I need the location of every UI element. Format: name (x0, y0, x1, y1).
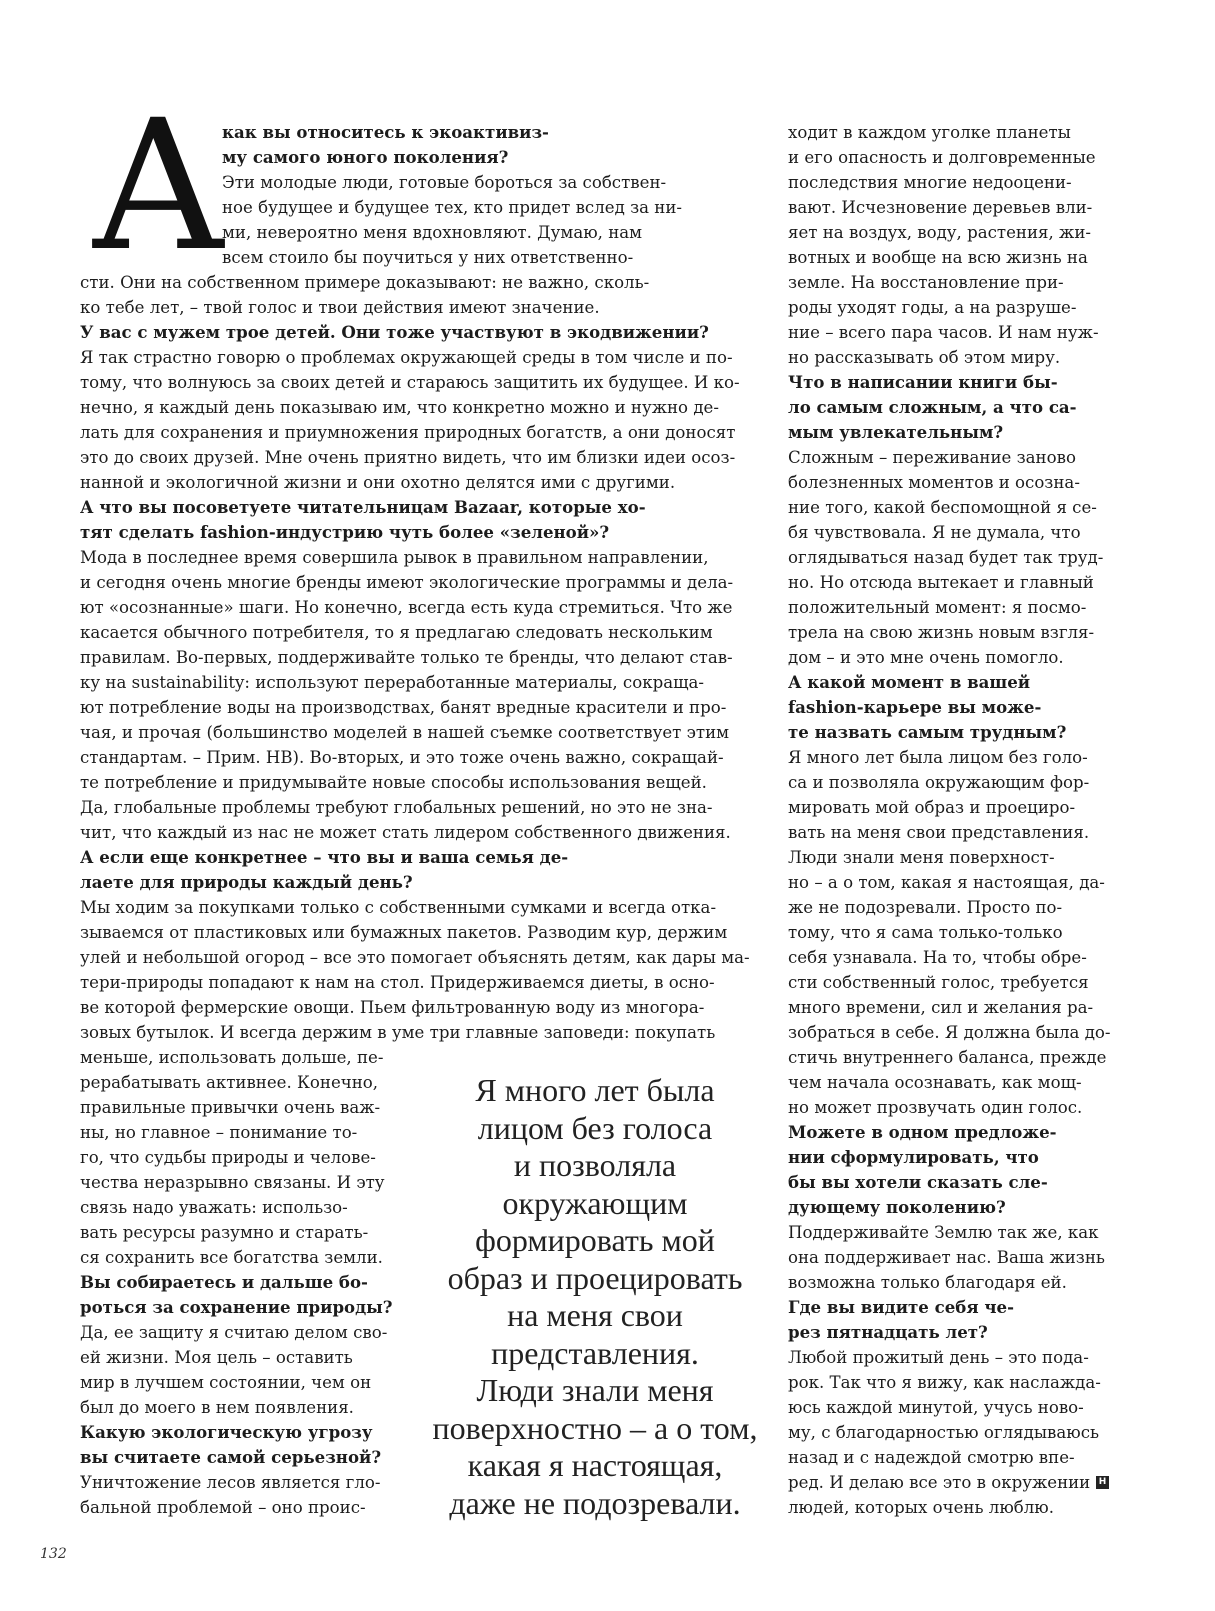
answer-line: ми, невероятно меня вдохновляют. Думаю, нам (222, 223, 643, 242)
answer-line: ку на sustainability: используют переработанные материалы, сокраща- (80, 673, 705, 692)
question-line: ло самым сложным, а что са- (788, 397, 1077, 417)
answer-line: правильные привычки очень важ- (80, 1098, 381, 1117)
answer-line: вают. Исчезновение деревьев вли- (788, 198, 1093, 217)
answer-line: назад и с надеждой смотрю впе- (788, 1448, 1075, 1467)
answer-line: Мода в последнее время совершила рывок в правильном направлении, (80, 548, 709, 567)
question-line: роться за сохранение природы? (80, 1297, 393, 1317)
answer-line: чества неразрывно связаны. И эту (80, 1173, 385, 1192)
answer-line: улей и небольшой огород – все это помогает объяснять детям, как дары ма- (80, 948, 750, 967)
answer-line: же не подозревали. Просто по- (788, 898, 1063, 917)
answer-line: ко тебе лет, – твой голос и твои действия имеют значение. (80, 298, 600, 317)
question-line: Где вы видите себя че- (788, 1297, 1014, 1317)
answer-line: правилам. Во-первых, поддерживайте только те бренды, что делают став- (80, 648, 733, 667)
pull-quote-line: даже не подозревали. (449, 1484, 741, 1521)
answer-line: касается обычного потребителя, то я предлагаю следовать нескольким (80, 623, 713, 642)
answer-line: много времени, сил и желания ра- (788, 998, 1094, 1017)
answer-line: зываемся от пластиковых или бумажных пакетов. Разводим кур, держим (80, 923, 728, 942)
answer-line: Да, ее защиту я считаю делом сво- (80, 1323, 388, 1342)
question-line: те назвать самым трудным? (788, 722, 1067, 742)
pull-quote-line: представления. (491, 1334, 699, 1371)
question-line: как вы относитесь к экоактивиз- (222, 122, 549, 142)
answer-line: себя узнавала. На то, чтобы обре- (788, 948, 1087, 967)
answer-line: лать для сохранения и приумножения природных богатств, а они доносят (80, 423, 736, 442)
answer-line: юсь каждой минутой, учусь ново- (788, 1398, 1084, 1417)
question-line: Можете в одном предложе- (788, 1122, 1057, 1142)
answer-line: последствия многие недооцени- (788, 173, 1072, 192)
answer-line: людей, которых очень люблю. (788, 1498, 1055, 1517)
answer-line: ние того, какой беспомощной я се- (788, 498, 1097, 517)
answer-line: Мы ходим за покупками только с собственными сумками и всегда отка- (80, 898, 717, 917)
answer-line: чем начала осознавать, как мощ- (788, 1073, 1082, 1092)
question-line: fashion-карьере вы може- (788, 697, 1042, 717)
answer-line: но – а о том, какая я настоящая, да- (788, 873, 1105, 892)
question-line: мым увлекательным? (788, 422, 1004, 442)
answer-line: вотных и вообще на всю жизнь на (788, 248, 1088, 267)
pull-quote (425, 1072, 765, 1522)
answer-line: зовых бутылок. И всегда держим в уме три главные заповеди: покупать (80, 1023, 716, 1042)
answer-line: болезненных моментов и осозна- (788, 473, 1080, 492)
answer-line: те потребление и придумывайте новые способы использования вещей. (80, 773, 707, 792)
pull-quote-line: формировать мой (475, 1222, 715, 1258)
answer-line: ние – всего пара часов. И нам нуж- (788, 323, 1099, 342)
page-number: 132 (40, 1546, 67, 1562)
question-line: вы считаете самой серьезной? (80, 1447, 382, 1467)
answer-line: меньше, использовать дольше, пе- (80, 1048, 384, 1067)
question-line: нии сформулировать, что (788, 1147, 1039, 1167)
answer-line: бальной проблемой – оно проис- (80, 1498, 366, 1517)
answer-line: чая, и прочая (большинство моделей в нашей съемке соответствует этим (80, 723, 730, 742)
answer-line: тому, что я сама только-только (788, 923, 1063, 942)
answer-line: ное будущее и будущее тех, кто придет вслед за ни- (222, 198, 683, 217)
answer-line: сти собственный голос, требуется (788, 973, 1089, 992)
answer-line: дом – и это мне очень помогло. (788, 648, 1064, 667)
question-line: Что в написании книги бы- (788, 372, 1058, 392)
answer-line: Сложным – переживание заново (788, 448, 1076, 467)
answer-line: Я так страстно говорю о проблемах окружающей среды в том числе и по- (80, 348, 733, 367)
answer-line: ся сохранить все богатства земли. (80, 1248, 383, 1267)
question-line: А какой момент в вашей (788, 672, 1031, 692)
answer-line: вать на меня свои представления. (788, 823, 1090, 842)
answer-line: Я много лет была лицом без голо- (788, 748, 1088, 767)
answer-line: ны, но главное – понимание то- (80, 1123, 358, 1142)
answer-line: возможна только благодаря ей. (788, 1273, 1067, 1292)
answer-line: чит, что каждый из нас не может стать лидером собственного движения. (80, 823, 731, 842)
pull-quote-line: какая я настоящая, (467, 1447, 723, 1483)
answer-line: Уничтожение лесов является гло- (80, 1473, 381, 1492)
answer-line: ред. И делаю все это в окружении (788, 1473, 1091, 1492)
answer-line: стандартам. – Прим. HB). Во-вторых, и это тоже очень важно, сокращай- (80, 748, 724, 767)
answer-line: положительный момент: я посмо- (788, 598, 1087, 617)
answer-line: ходит в каждом уголке планеты (788, 123, 1071, 142)
answer-line: земле. На восстановление при- (788, 273, 1064, 292)
drop-cap-letter: А (90, 82, 227, 291)
question-line: У вас с мужем трое детей. Они тоже участвуют в экодвижении? (80, 322, 709, 342)
answer-line: мировать мой образ и проециро- (788, 798, 1076, 817)
answer-line: это до своих друзей. Мне очень приятно видеть, что им близки идеи осоз- (80, 448, 736, 467)
answer-line: Да, глобальные проблемы требуют глобальных решений, но это не зна- (80, 798, 713, 817)
question-line: дующему поколению? (788, 1197, 1006, 1217)
answer-line: трела на свою жизнь новым взгля- (788, 623, 1095, 642)
answer-line: связь надо уважать: использо- (80, 1198, 348, 1217)
question-line: лаете для природы каждый день? (80, 872, 413, 892)
answer-line: был до моего в нем появления. (80, 1398, 354, 1417)
question-line: тят сделать fashion-индустрию чуть более «зеленой»? (80, 522, 610, 542)
answer-line: ей жизни. Моя цель – оставить (80, 1348, 353, 1367)
answer-line: ют «осознанные» шаги. Но конечно, всегда есть куда стремиться. Что же (80, 598, 733, 617)
answer-line: ве которой фермерские овощи. Пьем фильтрованную воду из многора- (80, 998, 705, 1017)
answer-line: стичь внутреннего баланса, прежде (788, 1048, 1107, 1067)
answer-line: ют потребление воды на производствах, банят вредные красители и про- (80, 698, 727, 717)
answer-line: Эти молодые люди, готовые бороться за собствен- (222, 173, 667, 192)
answer-line: нанной и экологичной жизни и они охотно делятся ими с другими. (80, 473, 676, 492)
answer-line: и сегодня очень многие бренды имеют экологические программы и дела- (80, 573, 734, 592)
answer-line: са и позволяла окружающим фор- (788, 773, 1090, 792)
question-line: Какую экологическую угрозу (80, 1422, 373, 1442)
answer-line: рерабатывать активнее. Конечно, (80, 1073, 379, 1092)
pull-quote-line: Я много лет была (475, 1072, 715, 1108)
answer-line: оглядываться назад будет так труд- (788, 548, 1104, 567)
end-of-article-mark: H (1096, 1476, 1109, 1489)
answer-line: Любой прожитый день – это пода- (788, 1348, 1089, 1367)
answer-line: Люди знали меня поверхност- (788, 848, 1055, 867)
pull-quote-line: Люди знали меня (476, 1372, 714, 1408)
answer-line: яет на воздух, воду, растения, жи- (788, 223, 1091, 242)
question-line: му самого юного поколения? (222, 147, 509, 167)
question-line: бы вы хотели сказать сле- (788, 1172, 1048, 1192)
answer-line: мир в лучшем состоянии, чем он (80, 1373, 372, 1392)
answer-line: го, что судьбы природы и челове- (80, 1148, 376, 1167)
pull-quote-line: лицом без голоса (477, 1109, 713, 1146)
answer-line: тери-природы попадают к нам на стол. Придерживаемся диеты, в осно- (80, 973, 715, 992)
answer-line: тому, что волнуюсь за своих детей и стараюсь защитить их будущее. И ко- (80, 373, 740, 392)
answer-line: но может прозвучать один голос. (788, 1098, 1083, 1117)
answer-line: бя чувствовала. Я не думала, что (788, 523, 1081, 542)
answer-line: и его опасность и долговременные (788, 148, 1096, 167)
answer-line: всем стоило бы поучиться у них ответственно- (222, 248, 634, 267)
answer-line: вать ресурсы разумно и старать- (80, 1223, 369, 1242)
answer-line: но. Но отсюда вытекает и главный (788, 573, 1094, 592)
question-line: А что вы посоветуете читательницам Bazaar, которые хо- (80, 497, 646, 517)
question-line: рез пятнадцать лет? (788, 1322, 988, 1342)
answer-line: сти. Они на собственном примере доказывают: не важно, сколь- (80, 273, 650, 292)
pull-quote-line: образ и проецировать (447, 1259, 743, 1296)
pull-quote-line: поверхностно – а о том, (432, 1409, 758, 1446)
pull-quote-line: и позволяла (513, 1147, 677, 1183)
answer-line: рок. Так что я вижу, как наслажда- (788, 1373, 1101, 1392)
answer-line: нечно, я каждый день показываю им, что конкретно можно и нужно де- (80, 398, 719, 417)
answer-line: зобраться в себе. Я должна была до- (788, 1023, 1111, 1042)
answer-line: му, с благодарностью оглядываюсь (788, 1423, 1100, 1442)
question-line: Вы собираетесь и дальше бо- (80, 1272, 368, 1292)
question-line: А если еще конкретнее – что вы и ваша семья де- (80, 847, 569, 867)
answer-line: но рассказывать об этом миру. (788, 348, 1061, 367)
pull-quote-line: на меня свои (507, 1297, 683, 1333)
answer-line: она поддерживает нас. Ваша жизнь (788, 1248, 1105, 1267)
answer-line: Поддерживайте Землю так же, как (788, 1223, 1099, 1242)
answer-line: роды уходят годы, а на разруше- (788, 298, 1077, 317)
article-column-right (788, 120, 1118, 1520)
pull-quote-line: окружающим (502, 1184, 688, 1221)
